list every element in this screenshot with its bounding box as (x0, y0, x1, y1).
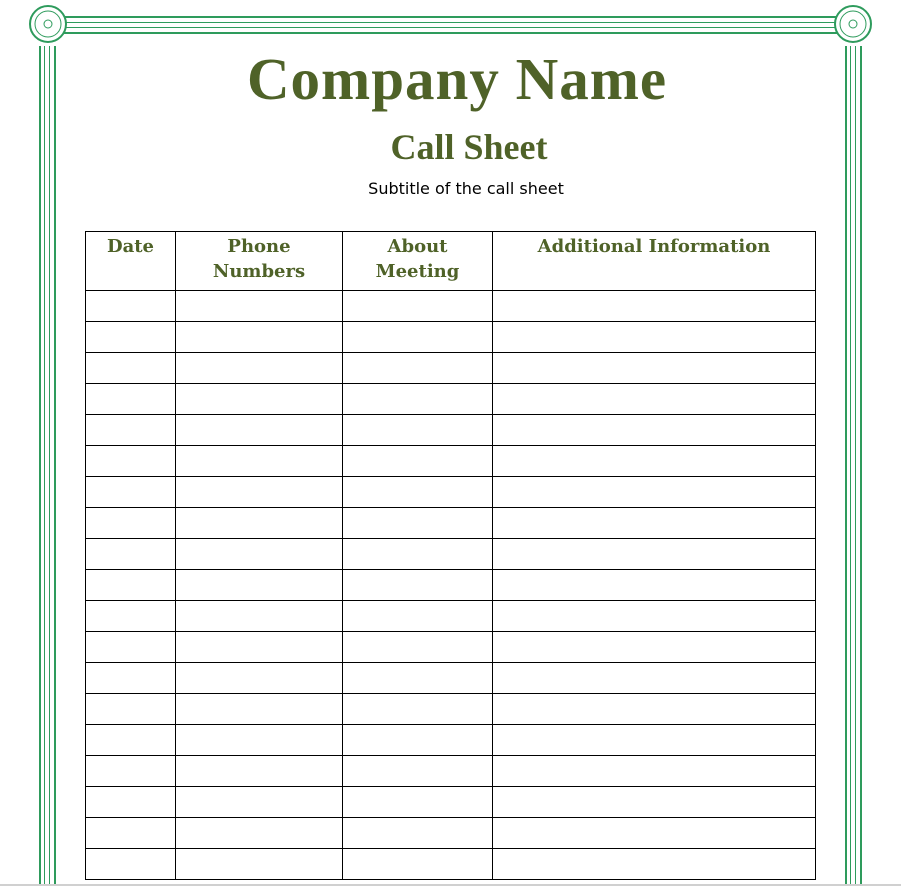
cell-additional-information[interactable] (493, 322, 816, 353)
table-row (86, 477, 816, 508)
cell-additional-information[interactable] (493, 601, 816, 632)
table-row (86, 818, 816, 849)
cell-about-meeting[interactable] (343, 694, 493, 725)
cell-phone-numbers[interactable] (176, 725, 343, 756)
cell-additional-information[interactable] (493, 570, 816, 601)
cell-about-meeting[interactable] (343, 663, 493, 694)
cell-phone-numbers[interactable] (176, 601, 343, 632)
cell-phone-numbers[interactable] (176, 477, 343, 508)
cell-date[interactable] (86, 663, 176, 694)
table-row (86, 415, 816, 446)
cell-phone-numbers[interactable] (176, 415, 343, 446)
cell-date[interactable] (86, 384, 176, 415)
company-name-title: Company Name (246, 46, 668, 112)
cell-additional-information[interactable] (493, 291, 816, 322)
cell-additional-information[interactable] (493, 477, 816, 508)
cell-date[interactable] (86, 570, 176, 601)
cell-additional-information[interactable] (493, 446, 816, 477)
corner-ornament-right (833, 4, 873, 44)
cell-phone-numbers[interactable] (176, 322, 343, 353)
cell-date[interactable] (86, 725, 176, 756)
cell-additional-information[interactable] (493, 415, 816, 446)
table-row (86, 446, 816, 477)
cell-phone-numbers[interactable] (176, 446, 343, 477)
cell-date[interactable] (86, 632, 176, 663)
table-row (86, 694, 816, 725)
cell-about-meeting[interactable] (343, 415, 493, 446)
table-row (86, 849, 816, 880)
table-row (86, 291, 816, 322)
cell-date[interactable] (86, 508, 176, 539)
cell-additional-information[interactable] (493, 508, 816, 539)
cell-phone-numbers[interactable] (176, 849, 343, 880)
cell-about-meeting[interactable] (343, 353, 493, 384)
table-row (86, 508, 816, 539)
cell-phone-numbers[interactable] (176, 756, 343, 787)
cell-phone-numbers[interactable] (176, 508, 343, 539)
cell-about-meeting[interactable] (343, 601, 493, 632)
cell-date[interactable] (86, 353, 176, 384)
cell-phone-numbers[interactable] (176, 570, 343, 601)
table-row (86, 725, 816, 756)
cell-about-meeting[interactable] (343, 818, 493, 849)
table-row (86, 787, 816, 818)
cell-about-meeting[interactable] (343, 756, 493, 787)
table-row (86, 663, 816, 694)
table-header-row (86, 232, 816, 291)
cell-phone-numbers[interactable] (176, 632, 343, 663)
cell-date[interactable] (86, 756, 176, 787)
cell-phone-numbers[interactable] (176, 539, 343, 570)
cell-about-meeting[interactable] (343, 570, 493, 601)
cell-date[interactable] (86, 601, 176, 632)
column-header-additional-information: Additional Information (493, 232, 816, 291)
cell-date[interactable] (86, 849, 176, 880)
call-sheet-subtitle: Subtitle of the call sheet (368, 179, 564, 198)
cell-additional-information[interactable] (493, 632, 816, 663)
cell-phone-numbers[interactable] (176, 663, 343, 694)
cell-phone-numbers[interactable] (176, 694, 343, 725)
cell-additional-information[interactable] (493, 787, 816, 818)
cell-date[interactable] (86, 415, 176, 446)
cell-additional-information[interactable] (493, 818, 816, 849)
cell-phone-numbers[interactable] (176, 384, 343, 415)
table-row (86, 353, 816, 384)
cell-date[interactable] (86, 446, 176, 477)
cell-date[interactable] (86, 477, 176, 508)
column-header-date: Date (86, 232, 176, 291)
cell-date[interactable] (86, 787, 176, 818)
cell-date[interactable] (86, 694, 176, 725)
cell-about-meeting[interactable] (343, 384, 493, 415)
cell-additional-information[interactable] (493, 849, 816, 880)
cell-date[interactable] (86, 818, 176, 849)
column-header-about-meeting: About Meeting (343, 232, 493, 291)
cell-additional-information[interactable] (493, 725, 816, 756)
cell-phone-numbers[interactable] (176, 818, 343, 849)
call-sheet-heading: Call Sheet (390, 127, 548, 167)
table-row (86, 539, 816, 570)
cell-about-meeting[interactable] (343, 291, 493, 322)
table-row (86, 570, 816, 601)
cell-additional-information[interactable] (493, 384, 816, 415)
table-row (86, 384, 816, 415)
cell-about-meeting[interactable] (343, 539, 493, 570)
table-row (86, 322, 816, 353)
cell-about-meeting[interactable] (343, 322, 493, 353)
cell-additional-information[interactable] (493, 694, 816, 725)
cell-additional-information[interactable] (493, 663, 816, 694)
cell-date[interactable] (86, 322, 176, 353)
cell-additional-information[interactable] (493, 539, 816, 570)
cell-about-meeting[interactable] (343, 446, 493, 477)
cell-about-meeting[interactable] (343, 477, 493, 508)
cell-date[interactable] (86, 291, 176, 322)
cell-about-meeting[interactable] (343, 849, 493, 880)
corner-ornament-left (28, 4, 68, 44)
table-row (86, 756, 816, 787)
cell-phone-numbers[interactable] (176, 291, 343, 322)
cell-date[interactable] (86, 539, 176, 570)
cell-about-meeting[interactable] (343, 508, 493, 539)
cell-additional-information[interactable] (493, 353, 816, 384)
cell-phone-numbers[interactable] (176, 787, 343, 818)
cell-about-meeting[interactable] (343, 787, 493, 818)
cell-additional-information[interactable] (493, 756, 816, 787)
cell-about-meeting[interactable] (343, 725, 493, 756)
cell-phone-numbers[interactable] (176, 353, 343, 384)
call-log-table (85, 231, 816, 880)
cell-about-meeting[interactable] (343, 632, 493, 663)
table-row (86, 632, 816, 663)
table-row (86, 601, 816, 632)
column-header-phone-numbers: Phone Numbers (176, 232, 343, 291)
